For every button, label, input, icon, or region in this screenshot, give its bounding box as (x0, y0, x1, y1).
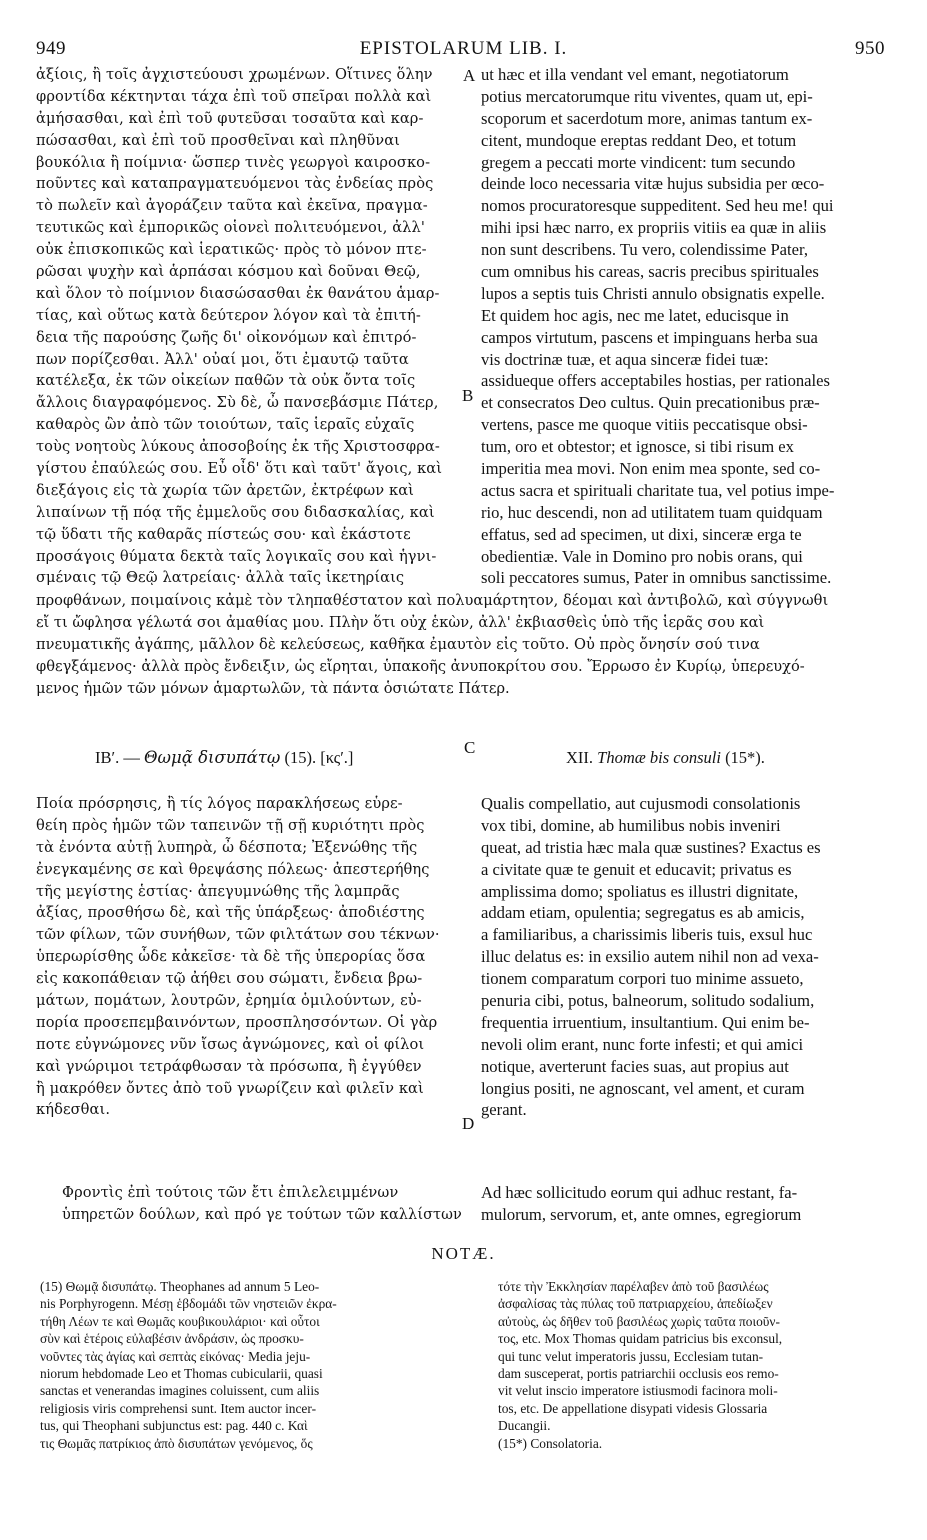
letter-heading-latin (566, 748, 765, 768)
text-line: τότε τὴν Ἐκκλησίαν παρέλαβεν ἀπὸ τοῦ βασιλέως (498, 1279, 769, 1294)
text-line: φροντίδα κέκτηνται τάχα ἐπὶ τοῦ σπεῖραι πολλὰ καὶ (36, 87, 432, 105)
text-line: potius mercatorumque ritu viventes, quam ut, epi- (481, 86, 813, 106)
text-line: δεια τῆς παρούσης ζωῆς δι' οἰκονόμων καὶ ἐπιτρό- (36, 328, 417, 346)
text-line: qui tunc velut imperatoris jussu, Ecclesiam tutan- (498, 1348, 764, 1364)
text-line: πορία προσεπεμβαινόντων, προσπλησσόντων. Οἱ γὰρ (36, 1013, 438, 1031)
text-line: a familiaribus, a charissimis liberis tuis, exsul huc (481, 925, 813, 945)
text-line: gerant. (481, 1100, 527, 1120)
text-line: νοῦντες τὰς ἁγίας καὶ σεπτὰς εἰκόνας· Media jeju- (40, 1348, 311, 1364)
text-line: ἀξίας, προσθήσω δὲ, καὶ τῆς ὑπάρξεως· ἀποδιέστης (36, 904, 425, 922)
text-line: τος, etc. Mox Thomas quidam patricius bis exconsul, (498, 1331, 783, 1347)
text-line: ἐνεγκαμένης σε καὶ θρεψάσης πόλεως· ἀπεστερήθης (36, 860, 430, 878)
text-line: tionem comparatum corpori tuo minime assueto, (481, 969, 804, 989)
notes-title: NOTÆ. (431, 1244, 496, 1263)
text-line: καὶ ὅλον τὸ ποίμνιον διασώσασθαι ἐκ θανάτου ἁμαρ- (36, 284, 440, 302)
page-number-right: 950 (855, 38, 885, 59)
text-line: λιπαίνων τῇ πόᾳ τῆς ἐμμελοῦς σου διδασκαλίας, καὶ (36, 503, 435, 521)
text-line: sanctas et venerandas imagines coluissent, cum aliis (40, 1383, 320, 1399)
text-line: τῷ ὕδατι τῆς καθαρᾶς πίστεώς σου· καὶ ἑκάστοτε (36, 525, 411, 543)
text-line: αὐτοὺς, ὡς δῆθεν τοῦ βασιλέως χωρὶς ταῦτα ποιοῦν- (498, 1313, 780, 1329)
text-line: nomos procuratoresque suppeditent. Sed heu me! qui (481, 196, 834, 216)
text-line: ποτε εὐγνώμονες νῦν ἴσως ἀγνώμονες, καὶ οἱ φίλοι (36, 1035, 425, 1053)
text-line: Ducangii. (498, 1418, 551, 1434)
text-line: addam etiam, opulentia; segregatus es ab amicis, (481, 903, 805, 923)
text-line: vertens, pasce me quoque vitiis peccatisque obsi- (481, 415, 808, 435)
running-title: EPISTOLARUM LIB. I. (359, 38, 568, 59)
text-line: mihi ipsi hæc narro, ex propriis vitiis ea quæ in aliis (481, 218, 827, 238)
notes-column-left (40, 1278, 464, 1452)
latin-column-top (481, 64, 893, 589)
text-line: τῶν φίλων, τῶν συνήθων, τῶν φιλτάτων σου τέκνων· (36, 926, 440, 944)
text-line: ἀξίοις, ἢ τοῖς ἀγχιστεύουσι χρωμένων. Οἵτινες ὅλην (36, 66, 433, 83)
text-line: μενος ἡμῶν τῶν μόνων ἁμαρτωλῶν, τὰ πάντα ὁσιώτατε Πάτερ. (36, 679, 510, 697)
heading-recipient: Thomæ bis consuli (597, 748, 721, 767)
text-line: assidueque offers acceptabiles hostias, per rationales (481, 371, 830, 391)
margin-marker-a: A (463, 66, 476, 85)
text-line: καθαρὸς ὢν ἀπὸ τῶν τοιούτων, ταῖς ἱεραῖς εὐχαῖς (36, 416, 415, 434)
text-line: ἄλλοις διαγραφόμενος. Σὺ δὲ, ὦ πανσεβάσμιε Πάτερ, (36, 394, 439, 412)
text-line: πνευματικῆς ἀγάπης, μᾶλλον δὲ κελεύσεως, καθῆκα ἐμαυτὸν εἰς τοῦτο. Οὐ πρὸς ὄνησίν σού τινα (36, 635, 760, 653)
text-line: amplissima domo; spoliatus es illustri dignitate, (481, 881, 799, 901)
text-line: φθεγξάμενος· ἀλλὰ πρὸς ἔνδειξιν, ὡς εἴρηται, ὑπακοῆς ἀνυποκρίτου σου. Ἔρρωσο ἐν Κυρίῳ, ὑπερευχό- (36, 657, 805, 675)
text-line: εἴ τι ὤφλησα γέλωτά σοι ἀμαθίας μου. Πλὴν ὅτι οὐχ ἑκὼν, ἀλλ' ἐκβιασθεὶς ὑπὸ τῆς ἱερᾶς σου καὶ (36, 613, 765, 631)
heading-reference: (15*). (720, 748, 765, 767)
text-line: διεξάγοις εἰς τὰ χωρία τῶν ἀρετῶν, ἐκτρέφων καὶ (36, 481, 415, 499)
notes-column-right (498, 1278, 898, 1452)
text-line: citent, mundoque ereptas reddant Deo, et totum (481, 130, 797, 150)
text-line: vox tibi, domine, ab humilibus nobis inveniri (481, 815, 781, 835)
text-line: illuc delatus es: in exsilio autem nihil non ad vexa- (481, 947, 819, 967)
text-line: ἀσφαλίσας τὰς πύλας τοῦ πατριαρχείου, ἀπεδίωξεν (498, 1296, 773, 1312)
text-line: τις Θωμᾶς πατρίκιος ἀπὸ δισυπάτων γενόμενος, ὅς (40, 1435, 313, 1451)
text-line: ἀμήσασθαι, καὶ ἐπὶ τοῦ φυτεῦσαι τοσαῦτα καὶ καρ- (36, 109, 424, 127)
text-line: rio, huc descendi, non ad utilitatem tuam quidquam (481, 502, 823, 522)
text-line: vit velut inscio imperatore istiusmodi facinora moli- (498, 1383, 778, 1399)
text-line: mulorum, servorum, et, ante omnes, egregiorum (481, 1204, 802, 1224)
greek-full-width (36, 590, 894, 699)
text-line: lupos a septis tuis Christi annulo obsignatis expelle. (481, 283, 825, 303)
text-line: (15*) Consolatoria. (498, 1435, 603, 1451)
text-line: Φροντὶς ἐπὶ τούτοις τῶν ἔτι ἐπιλελειμμένων (62, 1184, 399, 1201)
text-line: οὐκ ἐπισκοπικῶς καὶ ἱερατικῶς· πρὸς τὸ μόνον πτε- (36, 241, 427, 259)
greek-column-letter (36, 793, 462, 1121)
text-line: ἢ μακρόθεν ὄντες ἀπὸ τοῦ γνωρίζειν καὶ φιλεῖν καὶ (36, 1079, 424, 1097)
text-line: κατέλεξα, ἐκ τῶν οἰκείων παθῶν τὰ οὐκ ὄντα τοῖς (36, 372, 416, 390)
text-line: ut hæc et illa vendant vel emant, negotiatorum (481, 65, 789, 84)
text-line: ὑπερωρίσθης ὧδε κἀκεῖσε· τὰ δὲ τῆς ὑπερορίας ὅσα (36, 948, 426, 966)
text-line: gregem a peccati morte vindicent: tum secundo (481, 152, 796, 172)
latin-column-letter-paragraph (481, 1182, 893, 1226)
text-line: non sunt describens. Tu vero, colendissime Pater, (481, 240, 809, 260)
text-line: deinde loco necessaria vitæ hujus subsidia per œco- (481, 174, 825, 194)
text-line: σὺν καὶ ἑτέροις εὐλαβέσιν ἀνδράσιν, ὡς προσκυ- (40, 1331, 304, 1347)
text-line: προφθάνων, ποιμαίνοις κἀμὲ τὸν τληπαθέστατον καὶ πολυαμάρτητον, δέομαι καὶ ἀντιβολῶ, καὶ σύγγνωθι (36, 592, 829, 609)
text-line: tum, oro et obtestor; et ignosce, si tibi risum ex (481, 437, 794, 457)
greek-column-top (36, 64, 462, 589)
text-line: cum omnibus his careas, sacris precibus spirituales (481, 262, 819, 282)
text-line: vis doctrinæ tuæ, et aqua sinceræ fidei tuæ: (481, 349, 769, 369)
text-line: obedientiæ. Vale in Domino pro nobis orans, qui (481, 546, 803, 566)
text-line: τῆς μεγίστης ἑστίας· ἀπεγυμνώθης τῆς λαμπρᾶς (36, 882, 400, 900)
text-line: κήδεσθαι. (36, 1101, 111, 1119)
text-line: longius positi, ne agnoscant, vel ament, et curam (481, 1078, 805, 1098)
text-line: nis Porphyrogenn. Μέσῃ ἑβδομάδι τῶν νηστειῶν ἐκρα- (40, 1296, 337, 1312)
text-line: τευτικῶς καὶ ἐμπορικῶς οἱονεὶ πολιτευόμενοι, ἀλλ' (36, 219, 425, 237)
text-line: γίστου ἐπαύλεώς σου. Εὖ οἶδ' ὅτι καὶ ταῦτ' ἄγοις, καὶ (36, 460, 443, 478)
text-line: τὰ ἐνόντα αὐτῇ λυπηρὰ, ὦ δέσποτα; Ἐξενώθης τῆς (36, 838, 418, 856)
heading-number: XII. (566, 748, 598, 767)
text-line: scoporum et sacerdotum more, animas tantum ex- (481, 108, 813, 128)
text-line: tos, etc. De appellatione disypati videsis Glossaria (498, 1400, 768, 1416)
heading-recipient: Θωμᾷ δισυπάτῳ (143, 748, 281, 767)
text-line: notique, averterunt facies suas, aut propius aut (481, 1056, 789, 1076)
text-line: campos virtutum, pascens et impinguans herba sua (481, 327, 818, 347)
text-line: πων πορίζεσθαι. Ἀλλ' οὐαί μοι, ὅτι ἐμαυτῷ ταῦτα (36, 350, 409, 368)
text-line: πώσασθαι, καὶ ἐπὶ τοῦ προσθεῖναι καὶ πληθῦναι (36, 131, 401, 149)
text-line: τοὺς νοητοὺς λύκους ἀποσοβοίης ἐκ τῆς Χριστοσφρα- (36, 438, 440, 456)
latin-column-letter (481, 793, 893, 1121)
text-line: τὸ πωλεῖν καὶ ἀγοράζειν ταῦτα καὶ ἐκεῖνα, πραγμα- (36, 197, 428, 215)
text-line: tus, qui Theophani subjunctus est: pag. 440 c. Καὶ (40, 1418, 308, 1434)
text-line: βουκόλια ἢ ποίμνια· ὥσπερ τινὲς γεωργοὶ καιροσκο- (36, 153, 431, 171)
text-line: θείη πρὸς ἡμῶν τῶν ταπεινῶν τῇ σῇ κυριότητι πρὸς (36, 816, 425, 834)
heading-reference: (15). [κςʹ.] (280, 748, 354, 767)
margin-marker-d: D (462, 1114, 475, 1133)
text-line: a civitate quæ te genuit et educavit; privatus es (481, 859, 792, 879)
letter-heading-greek (95, 748, 353, 768)
margin-marker-b: B (462, 386, 474, 405)
text-line: Et quidem hoc agis, nec me latet, educisque in (481, 305, 789, 325)
page-number-left: 949 (36, 38, 66, 59)
text-line: soli peccatores sumus, Pater in omnibus sanctissime. (481, 568, 832, 588)
text-line: niorum hebdomade Leo et Thomas cubicularii, quasi (40, 1365, 323, 1381)
text-line: nevoli olim erant, nunc forte infesti; et qui amici (481, 1034, 804, 1054)
heading-number: ΙΒʹ. — (95, 748, 144, 767)
text-line: Ad hæc sollicitudo eorum qui adhuc restant, fa- (481, 1183, 798, 1202)
text-line: effatus, sed ad specimen, ut dixi, sinceræ erga te (481, 524, 802, 544)
text-line: εἰς κακοπάθειαν τῷ ἀήθει σου σώματι, ἔνδεια βρω- (36, 970, 423, 988)
text-line: σμέναις τῷ Θεῷ λατρείαις· ἀλλὰ ταῖς ἱκετηρίαις (36, 569, 405, 587)
text-line: τίας, καὶ οὕτως κατὰ δεύτερον λόγον καὶ τὰ ἐπιτή- (36, 306, 421, 324)
text-line: actus sacra et spirituali charitate tua, vel potius impe- (481, 480, 835, 500)
text-line: (15) Θωμᾷ δισυπάτῳ. Theophanes ad annum 5 Leo- (40, 1279, 320, 1294)
text-line: ρῶσαι ψυχὴν καὶ ἁρπάσαι κόσμου καὶ δοῦναι Θεῷ, (36, 263, 421, 281)
text-line: τήθη Λέων τε καὶ Θωμᾶς κουβικουλάριοι· καὶ οὗτοι (40, 1313, 320, 1329)
text-line: ὑπηρετῶν δούλων, καὶ πρό γε τούτων τῶν καλλίστων (62, 1205, 462, 1223)
text-line: μάτων, πομάτων, λουτρῶν, ἐρημία ὁμιλούντων, εὐ- (36, 992, 422, 1010)
text-line: Ποία πρόσρησις, ἢ τίς λόγος παρακλήσεως εὑρε- (36, 795, 403, 812)
text-line: imperitia mea movi. Non enim mea sponte, sed co- (481, 459, 821, 479)
greek-column-letter-paragraph (62, 1182, 462, 1226)
margin-marker-c: C (464, 738, 476, 757)
text-line: Qualis compellatio, aut cujusmodi consolationis (481, 794, 801, 813)
text-line: dam susceperat, portis patriarchii occlusis eos remo- (498, 1365, 779, 1381)
text-line: ποῦντες καὶ καταπραγματευόμενοι τὰς ἐνδείας πρὸς (36, 175, 434, 193)
text-line: frequentia irruentium, insultantium. Qui enim be- (481, 1012, 810, 1032)
text-line: queat, ad tristia hæc mala quæ sustines? Exactus es (481, 837, 821, 857)
text-line: religiosis viris comprehensi sunt. Item auctor incer- (40, 1400, 317, 1416)
text-line: προσάγοις θύματα δεκτὰ ταῖς λογικαῖς σου καὶ ἡγνι- (36, 547, 437, 565)
text-line: penuria cibi, potus, balneorum, solitudo sodalium, (481, 991, 815, 1011)
text-line: et consecratos Deo cultus. Quin precationibus præ- (481, 393, 820, 413)
text-line: καὶ γνώριμοι τετράφθωσαν τὰ πρόσωπα, ἢ ἐγγύθεν (36, 1057, 422, 1075)
